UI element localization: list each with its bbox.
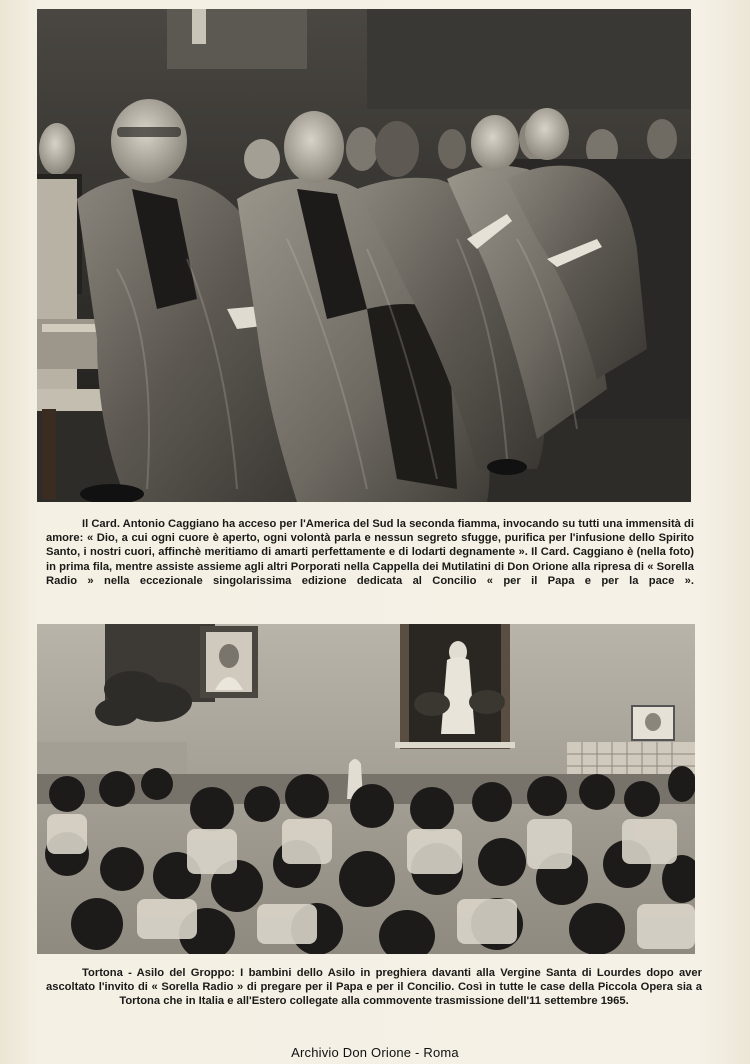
caption-children (46, 966, 702, 1009)
cardinals-photo-drawing (37, 9, 691, 502)
caption-cardinals-text: Il Card. Antonio Caggiano ha acceso per l'America del Sud la seconda fiamma, invocando su tutti una immensità di amore: « Dio, a cui ogni cuore è aperto, ogni volontà parla e nessun segreto sfugge, purifica per l'infusione dello Spirito Santo, i nostri cuori, affinchè meritiamo di amarti perfettamente e di lodarti degnamente ». Il Card. Caggiano è (nella foto) in prima fila, mentre assiste assieme agli altri Porporati nella Cappella dei Mutilatini di Don Orione alla ripresa di « Sorella Radio » nella eccezionale singolarissima edizione dedicata al Concilio « per il Papa e per la pace ». (46, 518, 694, 587)
caption-cardinals (46, 517, 694, 588)
caption-children-text: Tortona - Asilo del Groppo: I bambini dello Asilo in preghiera davanti alla Vergine Santa di Lourdes dopo aver ascoltato l'invito di « Sorella Radio » di pregare per il Papa e per il Concilio. Così in tutte le case della Piccola Opera sia a Tortona che in Italia e all'Estero collegate alla commovente trasmissione dell'11 settembre 1965. (46, 967, 702, 1008)
children-photo (37, 624, 695, 954)
cardinals-photo (37, 9, 691, 502)
children-photo-drawing (37, 624, 695, 954)
archive-footer: Archivio Don Orione - Roma (291, 1045, 459, 1060)
